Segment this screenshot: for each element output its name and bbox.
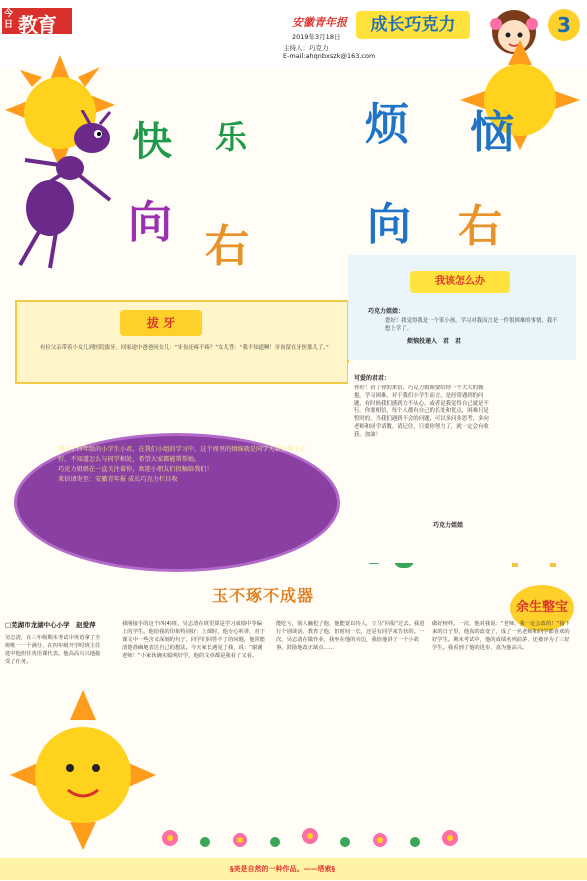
notice-paragraph: 巧克力姐姐在一直关注着你，欢迎小朋友们投稿给我们！ <box>58 466 213 473</box>
notice-paragraph: 刚升了四年级的小学生小君，在我们小组的学习中，这个周里的烦恼就是同学关系好像不太好，不知道怎么与同学相处，希望大家都能帮帮她。 <box>58 446 306 463</box>
joke-title: 拔 牙 <box>120 310 202 336</box>
headline-worry-1: 烦 <box>365 99 409 150</box>
brand-main: 教育 <box>18 13 56 37</box>
paper-name: 安徽青年报 <box>292 16 347 29</box>
page-number: 3 <box>548 9 580 41</box>
notice-text <box>58 445 306 485</box>
letter-signature: 烦恼投递人 君 君 <box>407 338 462 345</box>
flower-icon <box>150 820 470 856</box>
story-author: □芜湖市龙湖中心小学 赵爱萍 <box>5 621 96 629</box>
host-name: 主持人：巧克力 <box>283 44 329 52</box>
headline-toward-right: 向 <box>367 199 411 250</box>
story-column-1: 吴志清，在三年级期末考试中英语拿了全班唯一一个满分，在四年级开学时班主任选中他担任英语课代表。他高高兴兴地接受了任务。 <box>5 635 101 665</box>
letter-salute: 巧克力姐姐： <box>368 308 405 315</box>
column-title: 成长巧克力 <box>356 11 470 39</box>
headline-happy-1: 快 <box>132 119 172 165</box>
headline-toward-left: 向 <box>128 197 172 248</box>
issue-date: 2019年3月18日 <box>292 33 341 41</box>
footer-quote: §美是自然的一种作品。——塔索§ <box>230 865 335 873</box>
headline-happy-2: 乐 <box>215 118 248 156</box>
reply-salute: 可爱的君君： <box>354 375 391 382</box>
story-column-4: 做好榜样。一次，他对我说：“老师，我一定会改的！”接下来的日子里，他真的改变了，成了一名老师和同学都喜欢的好学生。期末考试中，他的成绩名列前茅，还被评为了三好学生。我看到了他的进步，真为他高兴。 <box>432 621 570 651</box>
story-title: 玉不琢不成器 <box>212 586 315 605</box>
reply-signature: 巧克力姐姐 <box>433 522 464 529</box>
story-column-3: 能吃亏，别人触犯了他，他能宽以待人，立马“回报”过去。我进行个别谈话，教育了他，但时间一长，还是有同学来告状的。一次，吴志清在做作业，我坐在他的旁边，我给他讲了一个小故事，鼓励他改正缺点…… <box>276 621 425 651</box>
ant-icon <box>10 110 130 270</box>
story-badge: 余生整宝 <box>510 585 574 631</box>
headline-right-left: 右 <box>205 221 249 272</box>
brand-top: 今日 <box>4 9 14 30</box>
brand-logo <box>2 8 72 37</box>
letter-body: 您好！我觉得我是一个笨小孩，学习对我而言是一件很困难的事情，我不想上学了。 <box>385 318 558 332</box>
contact-email: E-mail:ahqnbxszk@163.com <box>283 52 376 60</box>
story-column-2: 我刚接手的这个四(4)班，吴志清在班里算是学习成绩中等偏上的学生。他给我的印象特别好：上课时，他专心听讲，对于课文中一些含义深刻的句子，同学们回答不了的问题，他常能清楚准确地表达自己的想法。今天家长遇见了我，说：“谢谢老师！”小家伙确实聪明好学，他的文章都是我看了又看。 <box>122 621 266 659</box>
reply-body: 你好！看了你的来信，巧克力姐姐要给你一个大大的拥抱。学习困难，对于我们小学生而言，是经常遇到的问题，有时候我们感到力不从心，或者是我觉得自己就是不行。你要相信，每个人都有自己的长处和优点，困难只是暂时的。当我们遇到不会的问题，可以多问多思考，多向老师和同学请教。请记住，只要你努力了，就一定会有收获。加油！ <box>354 385 489 438</box>
headline-worry-2: 恼 <box>470 107 514 158</box>
headline-right-right: 右 <box>458 201 502 252</box>
letter-title: 我该怎么办 <box>410 271 510 293</box>
joke-text: 有位父亲带着小女儿到医院拔牙。回家途中爸爸问女儿：“牙齿还疼不疼？”女儿答：“我不知道啊！牙齿留在牙医那儿了。” <box>40 345 329 351</box>
notice-paragraph: 来信请寄至：安徽青年报 成长巧克力栏目收 <box>58 476 178 483</box>
